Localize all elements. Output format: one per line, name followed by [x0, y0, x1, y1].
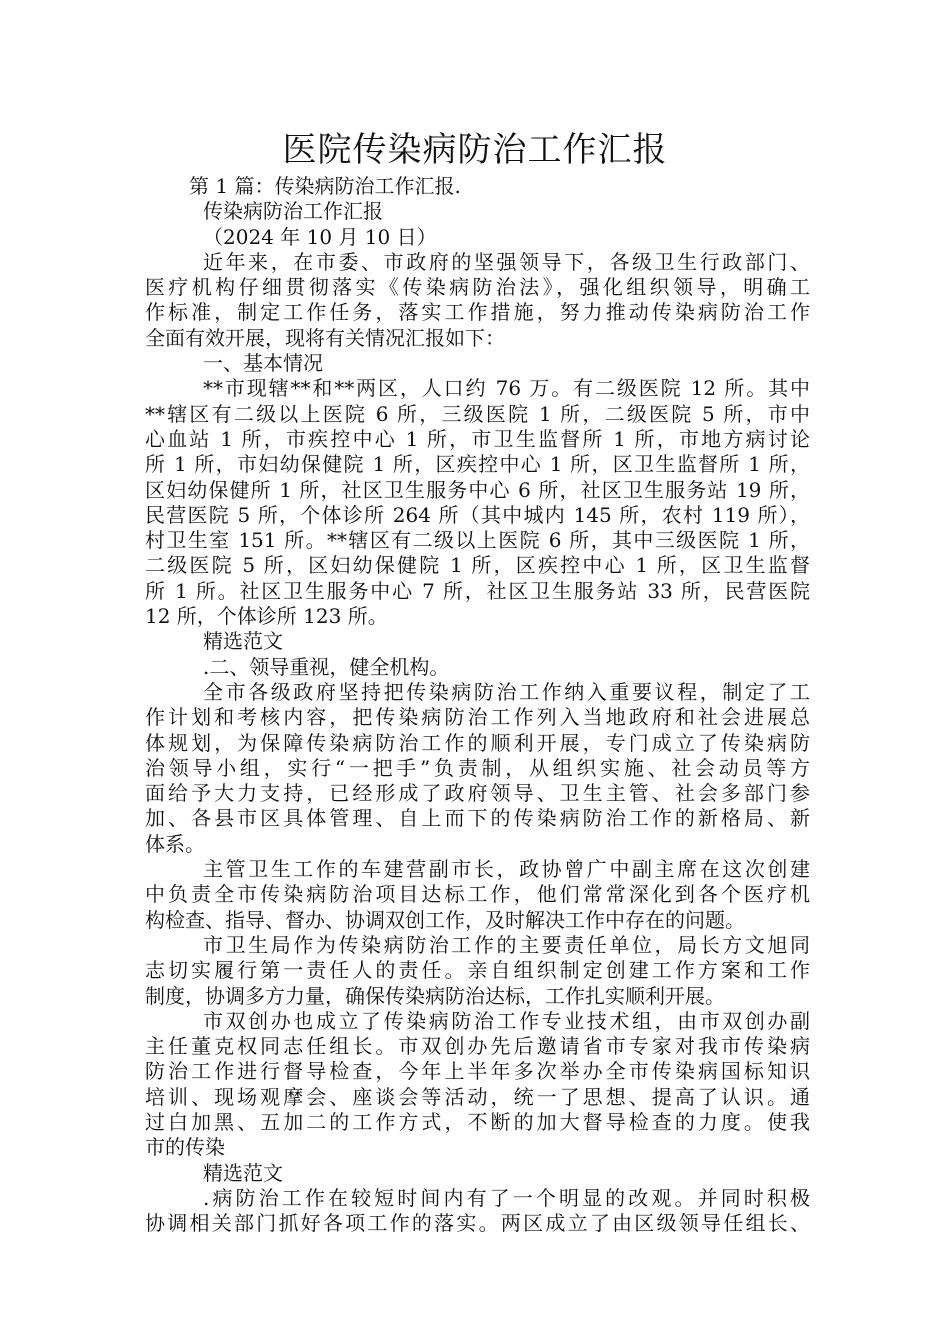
text-line: 12 所，个体诊所 123 所。: [145, 604, 388, 629]
text-line: 精选范文: [203, 1160, 283, 1185]
text-line: .二、领导重视，健全机构。: [203, 654, 450, 679]
text-line: 作标准，制定工作任务，落实工作措施，努力推动传染病防治工作: [145, 300, 810, 325]
text-line: 作计划和考核内容，把传染病防治工作列入当地政府和社会进展总: [145, 705, 810, 730]
document-body: [145, 174, 810, 1236]
text-line: **市现辖**和**两区，人口约 76 万。有二级医院 12 所。其中: [203, 376, 810, 401]
text-line: 主管卫生工作的车建营副市长，政协曾广中副主席在这次创建: [203, 857, 810, 882]
text-line: 市卫生局作为传染病防治工作的主要责任单位，局长方文旭同: [203, 932, 810, 957]
text-line: 第 1 篇：传染病防治工作汇报.: [189, 174, 461, 198]
text-line: 面给予大力支持，已经形成了政府领导、卫生主管、社会多部门参: [145, 781, 810, 806]
text-line: 培训、现场观摩会、座谈会等活动，统一了思想、提高了认识。通: [145, 1084, 810, 1109]
text-line: 主任董克权同志任组长。市双创办先后邀请省市专家对我市传染病: [145, 1034, 810, 1059]
text-line: 全市各级政府坚持把传染病防治工作纳入重要议程，制定了工: [203, 679, 810, 704]
text-line: 所 1 所。社区卫生服务中心 7 所，社区卫生服务站 33 所，民营医院: [145, 578, 810, 603]
text-line: 市的传染: [145, 1135, 225, 1160]
text-line: 志切实履行第一责任人的责任。亲自组织制定创建工作方案和工作: [145, 958, 810, 983]
text-line: 过白加黑、五加二的工作方式，不断的加大督导检查的力度。使我: [145, 1109, 810, 1134]
text-line: 区妇幼保健所 1 所，社区卫生服务中心 6 所，社区卫生服务站 19 所，: [145, 477, 810, 502]
text-line: 心血站 1 所，市疾控中心 1 所，市卫生监督所 1 所，市地方病讨论: [145, 426, 810, 451]
text-line: 构检查、指导、督办、协调双创工作，及时解决工作中存在的问题。: [145, 907, 745, 932]
text-line: 体系。: [145, 831, 205, 856]
text-line: 传染病防治工作汇报: [203, 199, 383, 224]
text-line: 协调相关部门抓好各项工作的落实。两区成立了由区级领导任组长、: [145, 1211, 810, 1236]
text-line: 二级医院 5 所，区妇幼保健院 1 所，区疾控中心 1 所，区卫生监督: [145, 553, 810, 578]
text-line: 体规划，为保障传染病防治工作的顺利开展，专门成立了传染病防: [145, 730, 810, 755]
text-line: 制度，协调多方力量，确保传染病防治达标，工作扎实顺利开展。: [145, 983, 725, 1008]
text-line: 加、各县市区具体管理、自上而下的传染病防治工作的新格局、新: [145, 806, 810, 831]
text-line: **辖区有二级以上医院 6 所，三级医院 1 所，二级医院 5 所，市中: [145, 401, 810, 426]
text-line: 民营医院 5 所，个体诊所 264 所（其中城内 145 所，农村 119 所），: [145, 502, 810, 527]
text-line: 近年来，在市委、市政府的坚强领导下，各级卫生行政部门、: [203, 249, 810, 274]
document-title: 医院传染病防治工作汇报: [282, 130, 668, 170]
text-line: 治领导小组，实行“一把手”负责制，从组织实施、社会动员等方: [145, 755, 810, 780]
text-line: 医疗机构仔细贯彻落实《传染病防治法》，强化组织领导，明确工: [145, 275, 810, 300]
text-line: 所 1 所，市妇幼保健院 1 所，区疾控中心 1 所，区卫生监督所 1 所，: [145, 452, 810, 477]
text-line: .病防治工作在较短时间内有了一个明显的改观。并同时积极: [203, 1185, 810, 1210]
text-line: 防治工作进行督导检查，今年上半年多次举办全市传染病国标知识: [145, 1059, 810, 1084]
text-line: 精选范文: [203, 629, 283, 654]
text-line: 全面有效开展，现将有关情况汇报如下：: [145, 325, 505, 350]
text-line: 一、基本情况: [203, 351, 323, 376]
text-line: 村卫生室 151 所。**辖区有二级以上医院 6 所，其中三级医院 1 所，: [145, 528, 810, 553]
text-line: （2024 年 10 月 10 日）: [203, 224, 437, 249]
text-line: 中负责全市传染病防治项目达标工作，他们常常深化到各个医疗机: [145, 882, 810, 907]
text-line: 市双创办也成立了传染病防治工作专业技术组，由市双创办副: [203, 1008, 810, 1033]
